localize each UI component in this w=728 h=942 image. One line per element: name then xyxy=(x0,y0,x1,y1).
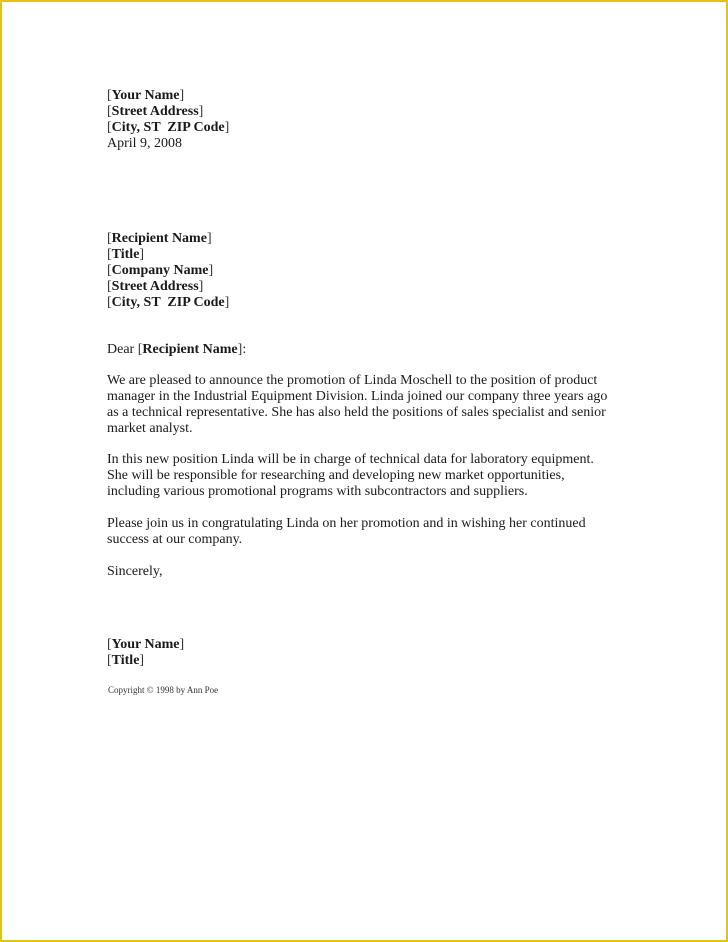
sender-city: [City, ST ZIP Code] xyxy=(107,120,230,135)
signature-name: [Your Name] xyxy=(107,637,185,652)
recipient-city: [City, ST ZIP Code] xyxy=(107,295,230,310)
letter-date: April 9, 2008 xyxy=(107,136,183,151)
sender-block xyxy=(107,88,229,152)
recipient-street: [Street Address] xyxy=(107,279,204,294)
sender-street: [Street Address] xyxy=(107,104,204,119)
recipient-name: [Recipient Name] xyxy=(107,231,212,246)
recipient-block xyxy=(107,231,229,311)
copyright-notice: Copyright © 1998 by Ann Poe xyxy=(108,685,219,695)
signature-title: [Title] xyxy=(107,653,145,668)
body-paragraph-2: In this new position Linda will be in charge of technical data for laboratory equipment. She will be responsible for researching and developing new market opportunities, including various promotional programs with subcontractors and suppliers. xyxy=(107,452,594,499)
salutation: Dear [Recipient Name]: xyxy=(107,342,247,357)
recipient-company: [Company Name] xyxy=(107,263,214,278)
body-paragraph-1: We are pleased to announce the promotion of Linda Moschell to the position of product manager in the Industrial Equipment Division. Linda joined our company three years ago as a technical representative. She has also held the positions of sales specialist and senior market analyst. xyxy=(107,373,608,436)
closing: Sincerely, xyxy=(107,564,163,579)
recipient-title: [Title] xyxy=(107,247,145,262)
signature-block xyxy=(107,637,184,669)
body-paragraph-3: Please join us in congratulating Linda on her promotion and in wishing her continued success at our company. xyxy=(107,516,586,547)
sender-name: [Your Name] xyxy=(107,88,185,103)
